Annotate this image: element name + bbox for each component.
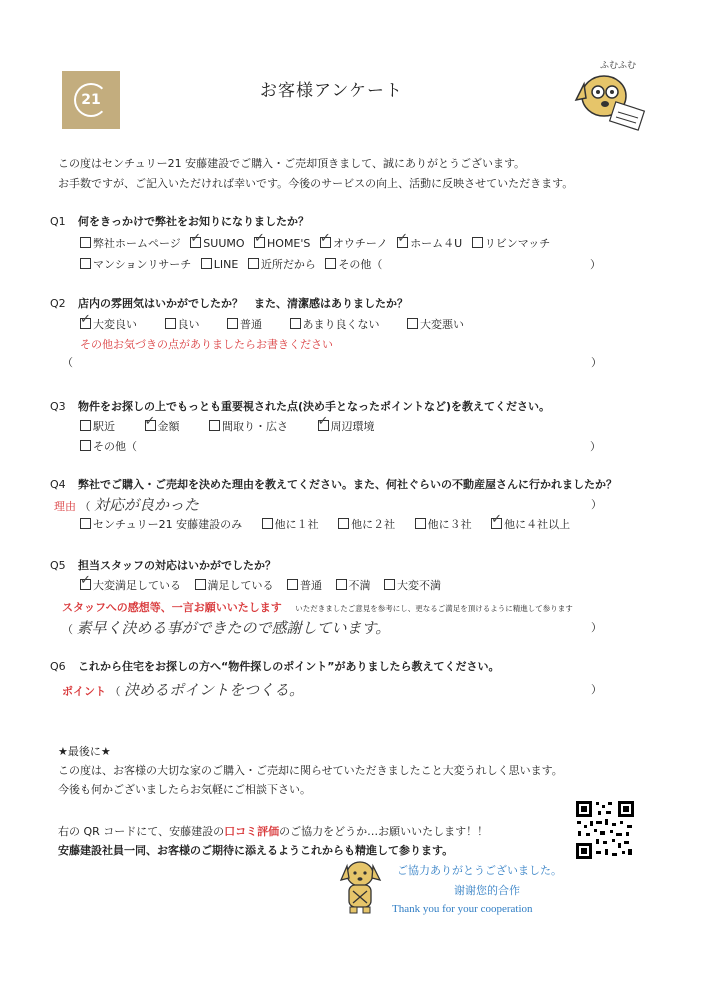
q3-option-station[interactable]: 駅近 [80, 418, 115, 434]
q1-option-homepage[interactable]: 弊社ホームページ [80, 235, 181, 251]
q1-option-homes[interactable]: ✓ HOME'S [254, 237, 310, 250]
q4-question: Q4 弊社でご購入・ご売却を決めた理由を教えてください。また、何社ぐらいの不動産屋さんに行かれましたか？ [50, 478, 617, 491]
q4-option-3[interactable]: 他に３社 [415, 516, 472, 532]
checkbox[interactable] [415, 518, 426, 529]
checkbox[interactable] [407, 318, 418, 329]
qr-code-icon[interactable] [574, 799, 636, 861]
checkbox[interactable] [336, 579, 347, 590]
q1-option-rebinmatch[interactable]: リビンマッチ [472, 235, 551, 251]
checkbox[interactable] [165, 318, 176, 329]
checkbox-checked[interactable] [491, 518, 502, 529]
q2-option-very-bad[interactable]: 大変悪い [407, 316, 464, 332]
checkbox[interactable] [290, 318, 301, 329]
checkbox-checked[interactable] [397, 237, 408, 248]
checkbox-checked[interactable] [145, 420, 156, 431]
review-highlight: 口コミ評価 [224, 825, 280, 838]
q4-handwritten-answer: 対応が良かった [94, 496, 200, 514]
mascot-bowing-icon [338, 858, 384, 916]
q1-option-suumo[interactable]: ✓ SUUMO [190, 237, 244, 250]
q4-option-only[interactable]: センチュリー21 安藤建設のみ [80, 516, 242, 532]
q2-option-not-good[interactable]: あまり良くない [290, 316, 380, 332]
q2-option-normal[interactable]: 普通 [227, 316, 262, 332]
q1-other-close: ） [590, 258, 601, 271]
q3-option-other[interactable]: その他（ [80, 438, 137, 454]
q2-option-good[interactable]: 良い [165, 316, 200, 332]
q5-options [80, 577, 447, 593]
checkbox-checked[interactable] [318, 420, 329, 431]
q5-option-dissatisfied[interactable]: 不満 [336, 577, 371, 593]
checkbox[interactable] [227, 318, 238, 329]
q1-option-mansion-research[interactable]: マンションリサーチ [80, 256, 191, 272]
checkbox[interactable] [287, 579, 298, 590]
checkbox[interactable] [325, 258, 336, 269]
checkbox[interactable] [384, 579, 395, 590]
outro-line-1: この度は、お客様の大切な家のご購入・ご売却に関らせていただきましたこと大変うれしく思います。 [58, 764, 563, 777]
checkbox[interactable] [80, 237, 91, 248]
checkbox[interactable] [80, 440, 91, 451]
q1-option-other[interactable]: その他（ [325, 256, 382, 272]
thanks-chinese: 谢谢您的合作 [454, 884, 520, 897]
outro-closing: 安藤建設社員一同、お客様のご期待に添えるようこれからも精進して参ります。 [58, 844, 454, 857]
q2-options [80, 316, 470, 332]
q1-options-row-1 [80, 235, 556, 251]
q5-handwritten-answer: 素早く決める事ができたので感謝しています。 [76, 619, 391, 637]
checkbox-checked[interactable] [80, 318, 91, 329]
checkbox[interactable] [209, 420, 220, 431]
q4-option-2[interactable]: 他に２社 [338, 516, 395, 532]
q5-option-very-satisfied[interactable]: ✓大変満足している [80, 577, 181, 593]
q5-option-normal[interactable]: 普通 [287, 577, 322, 593]
q4-option-1[interactable]: 他に１社 [262, 516, 319, 532]
mascot-reading-icon [572, 58, 652, 138]
q5-option-very-dissatisfied[interactable]: 大変不満 [384, 577, 441, 593]
q2-comment-field[interactable]: （ ） [62, 356, 602, 369]
q6-handwritten-answer: 決めるポイントをつくる。 [124, 681, 305, 699]
q2-question: Q2 店内の雰囲気はいかがでしたか？ また、清潔感はありましたか？ [50, 297, 408, 310]
q1-option-neighborhood[interactable]: 近所だから [248, 256, 316, 272]
q4-option-4plus[interactable]: ✓ 他に４社以上 [491, 516, 570, 532]
thanks-english: Thank you for your cooperation [392, 903, 533, 915]
q1-number: Q1 [50, 215, 66, 228]
q3-options-row-1 [80, 418, 381, 434]
q5-question: Q5 担当スタッフの対応はいかがでしたか？ [50, 559, 276, 572]
q3-question: Q3 物件をお探しの上でもっとも重要視された点(決め手となったポイントなど)を教えてください。 [50, 400, 551, 413]
outro-qr-line: 右の QR コードにて、安藤建設の口コミ評価のご協力をどうか…お願いいたします！！ [58, 825, 489, 838]
outro-line-2: 今後も何かございましたらお気軽にご相談下さい。 [58, 783, 311, 796]
page-title: お客様アンケート [260, 81, 403, 101]
q1-text: 何をきっかけで弊社をお知りになりましたか？ [78, 215, 309, 228]
checkbox[interactable] [80, 420, 91, 431]
q5-comment-field[interactable]: （ 素早く決める事ができたので感謝しています。 ） [62, 619, 602, 637]
q1-question [50, 213, 309, 229]
q3-option-price[interactable]: ✓ 金額 [145, 418, 180, 434]
q3-option-environment[interactable]: ✓ 周辺環境 [318, 418, 375, 434]
checkbox[interactable] [338, 518, 349, 529]
q1-option-home4u[interactable]: ✓ ホーム４U [397, 235, 462, 251]
q4-reason-label: 理由 [54, 500, 76, 513]
checkbox[interactable] [262, 518, 273, 529]
intro-line-1: この度はセンチュリー21 安藤建設でご購入・ご売却頂きまして、誠にありがとうございます。 [58, 157, 526, 170]
checkbox-checked[interactable] [190, 237, 201, 248]
checkbox[interactable] [248, 258, 259, 269]
q5-comment-label: スタッフへの感想等、一言お願いいたします [62, 601, 282, 614]
checkbox[interactable] [80, 518, 91, 529]
q1-option-ouchino[interactable]: ✓ オウチーノ [320, 235, 388, 251]
q3-options-row-2: その他（ ） [80, 438, 600, 454]
checkbox[interactable] [472, 237, 483, 248]
checkbox[interactable] [80, 258, 91, 269]
q5-comment-label-row [62, 599, 573, 615]
q5-option-satisfied[interactable]: 満足している [195, 577, 274, 593]
checkbox[interactable] [201, 258, 212, 269]
q3-option-layout[interactable]: 間取り・広さ [209, 418, 288, 434]
intro-line-2: お手数ですが、ご記入いただければ幸いです。今後のサービスの向上、活動に反映させていただきます。 [58, 177, 574, 190]
checkbox-checked[interactable] [80, 579, 91, 590]
q1-option-line[interactable]: LINE [201, 258, 239, 271]
q4-options [80, 516, 576, 532]
checkbox-checked[interactable] [320, 237, 331, 248]
q6-point-label: ポイント [62, 685, 106, 698]
q5-comment-sub: いただきましたご意見を参考にし、更なるご満足を頂けるように精進して参ります [295, 604, 573, 613]
q1-options-row-2 [80, 256, 600, 272]
q2-note: その他お気づきの点がありましたらお書きください [80, 338, 333, 351]
logo-mark: 21 [74, 83, 108, 117]
checkbox-checked[interactable] [254, 237, 265, 248]
thanks-japanese: ご協力ありがとうございました。 [397, 864, 562, 877]
century21-logo [62, 71, 120, 129]
outro-heading: ★最後に★ [58, 745, 111, 758]
q6-point-field[interactable]: ポイント （ 決めるポイントをつくる。 ） [62, 681, 602, 699]
q2-option-very-good[interactable]: ✓大変良い [80, 316, 137, 332]
mascot-caption: ふむふむ [600, 61, 637, 71]
checkbox[interactable] [195, 579, 206, 590]
q6-question: Q6 これから住宅をお探しの方へ“物件探しのポイント”がありましたら教えてください。 [50, 660, 500, 673]
q4-reason-field[interactable]: 理由 （ 対応が良かった ） [54, 496, 602, 514]
